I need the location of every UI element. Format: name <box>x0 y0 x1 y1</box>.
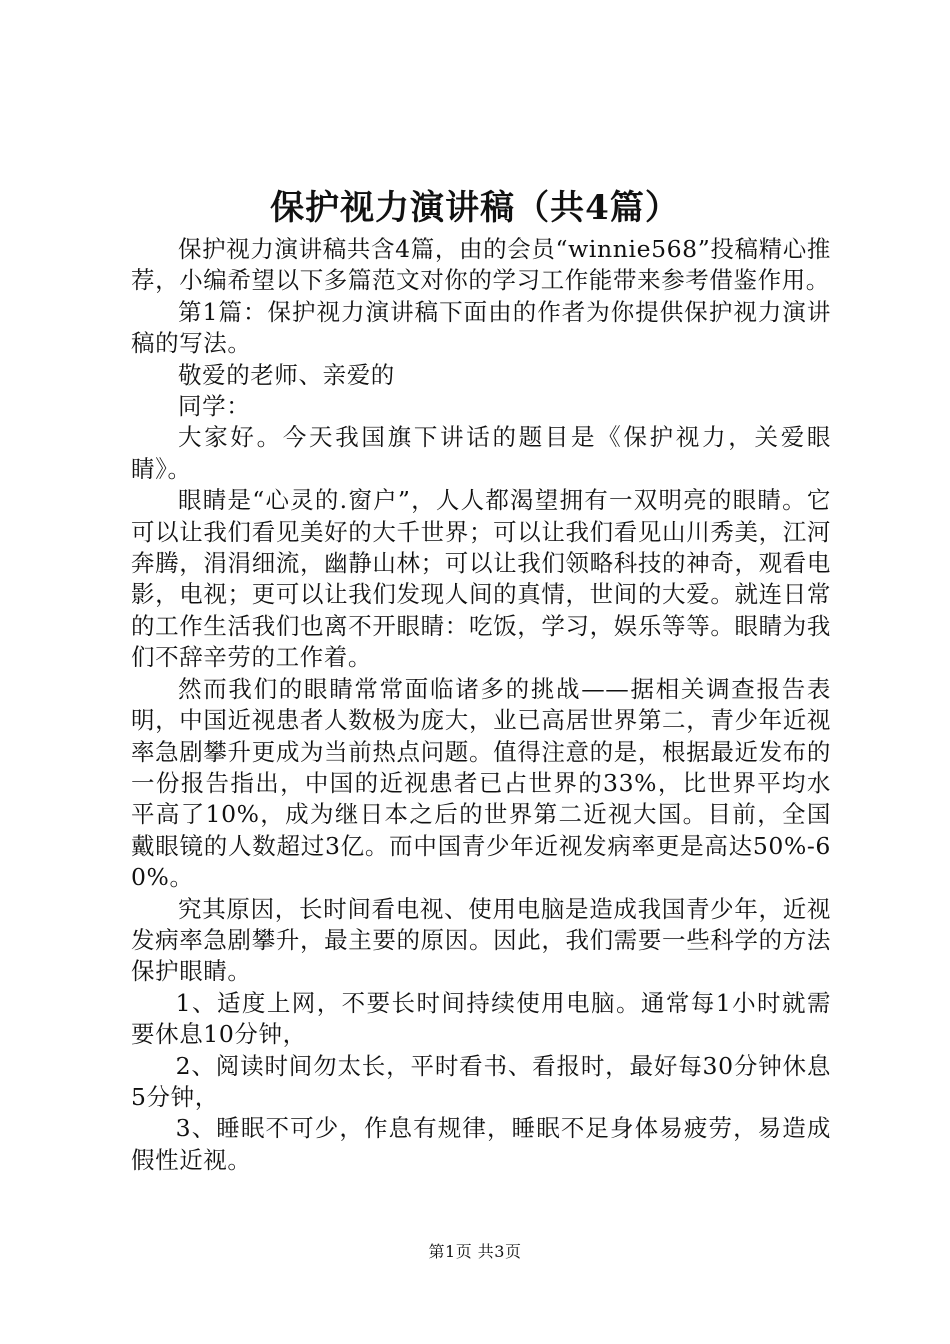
page-footer: 第1页 共3页 <box>428 1242 522 1261</box>
list-item-3: 3、睡眠不可少，作息有规律，睡眠不足身体易疲劳，易造成假性近视。 <box>131 1114 831 1174</box>
paragraph-salutation-2: 同学： <box>178 392 251 421</box>
paragraph-eyes: 眼睛是“心灵的.窗户”，人人都渴望拥有一双明亮的眼睛。它可以让我们看见美好的大千世界；可以让我们看见山川秀美，江河奔腾，涓涓细流，幽静山林；可以让我们领略科技的神奇，观看电影，电视；更可以让我们发现人间的真情，世间的大爱。就连日常的工作生活我们也离不开眼睛：吃饭，学习，娱乐等等。眼睛为我们不辞辛劳的工作着。 <box>131 486 831 672</box>
paragraph-salutation: 敬爱的老师、亲爱的 <box>178 360 395 389</box>
document-body <box>131 234 831 1176</box>
document-title: 保护视力演讲稿（共4篇） <box>270 188 680 228</box>
paragraph-reasons: 究其原因，长时间看电视、使用电脑是造成我国青少年，近视发病率急剧攀升，最主要的原因。因此，我们需要一些科学的方法保护眼睛。 <box>131 894 831 986</box>
list-item-2: 2、阅读时间勿太长，平时看书、看报时，最好每30分钟休息5分钟， <box>131 1051 831 1111</box>
list-item-1: 1、适度上网，不要长时间持续使用电脑。通常每1小时就需要休息10分钟， <box>131 988 831 1049</box>
paragraph-greeting: 大家好。今天我国旗下讲话的题目是《保护视力，关爱眼睛》。 <box>131 423 831 483</box>
paragraph-intro: 保护视力演讲稿共含4篇，由的会员“winnie568”投稿精心推荐，小编希望以下多篇范文对你的学习工作能带来参考借鉴作用。 <box>131 235 831 295</box>
paragraph-challenges: 然而我们的眼睛常常面临诸多的挑战——据相关调查报告表明，中国近视患者人数极为庞大，业已高居世界第二，青少年近视率急剧攀升更成为当前热点问题。值得注意的是，根据最近发布的一份报告指出，中国的近视患者已占世界的33%，比世界平均水平高了10%，成为继日本之后的世界第二近视大国。目前，全国戴眼镜的人数超过3亿。而中国青少年近视发病率更是高达50%-60%。 <box>131 674 831 892</box>
paragraph-part-1: 第1篇：保护视力演讲稿下面由的作者为你提供保护视力演讲稿的写法。 <box>131 297 831 358</box>
